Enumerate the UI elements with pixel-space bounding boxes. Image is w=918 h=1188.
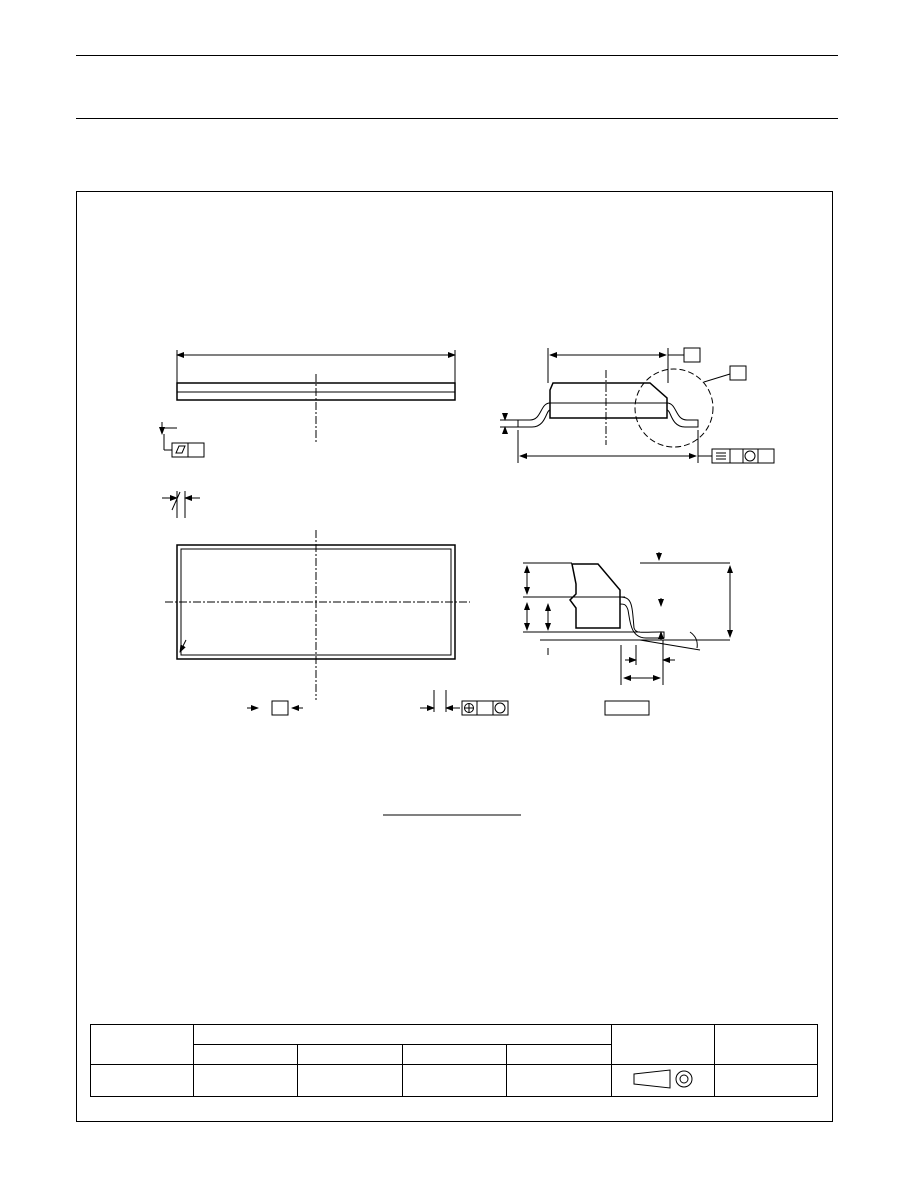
issue-dates bbox=[715, 1065, 818, 1097]
projection-header bbox=[611, 1025, 715, 1065]
references-header bbox=[193, 1025, 611, 1045]
jedec-header bbox=[298, 1045, 403, 1065]
detail-x bbox=[523, 552, 730, 715]
end-view bbox=[500, 348, 774, 463]
side-view bbox=[160, 350, 455, 457]
blank-ref-value bbox=[507, 1065, 612, 1097]
eiaj-header bbox=[402, 1045, 507, 1065]
top-view bbox=[162, 491, 508, 715]
outline-version bbox=[91, 1065, 194, 1097]
iec-header bbox=[193, 1045, 298, 1065]
jedec-value bbox=[298, 1065, 403, 1097]
eiaj-value bbox=[402, 1065, 507, 1097]
issue-date-header bbox=[715, 1025, 818, 1065]
iec-value bbox=[193, 1065, 298, 1097]
outline-table bbox=[90, 1024, 818, 1097]
outline-version-header bbox=[91, 1025, 194, 1065]
first-angle-projection-icon bbox=[628, 1067, 698, 1091]
blank-ref-header bbox=[507, 1045, 612, 1065]
projection-symbol bbox=[611, 1065, 715, 1097]
